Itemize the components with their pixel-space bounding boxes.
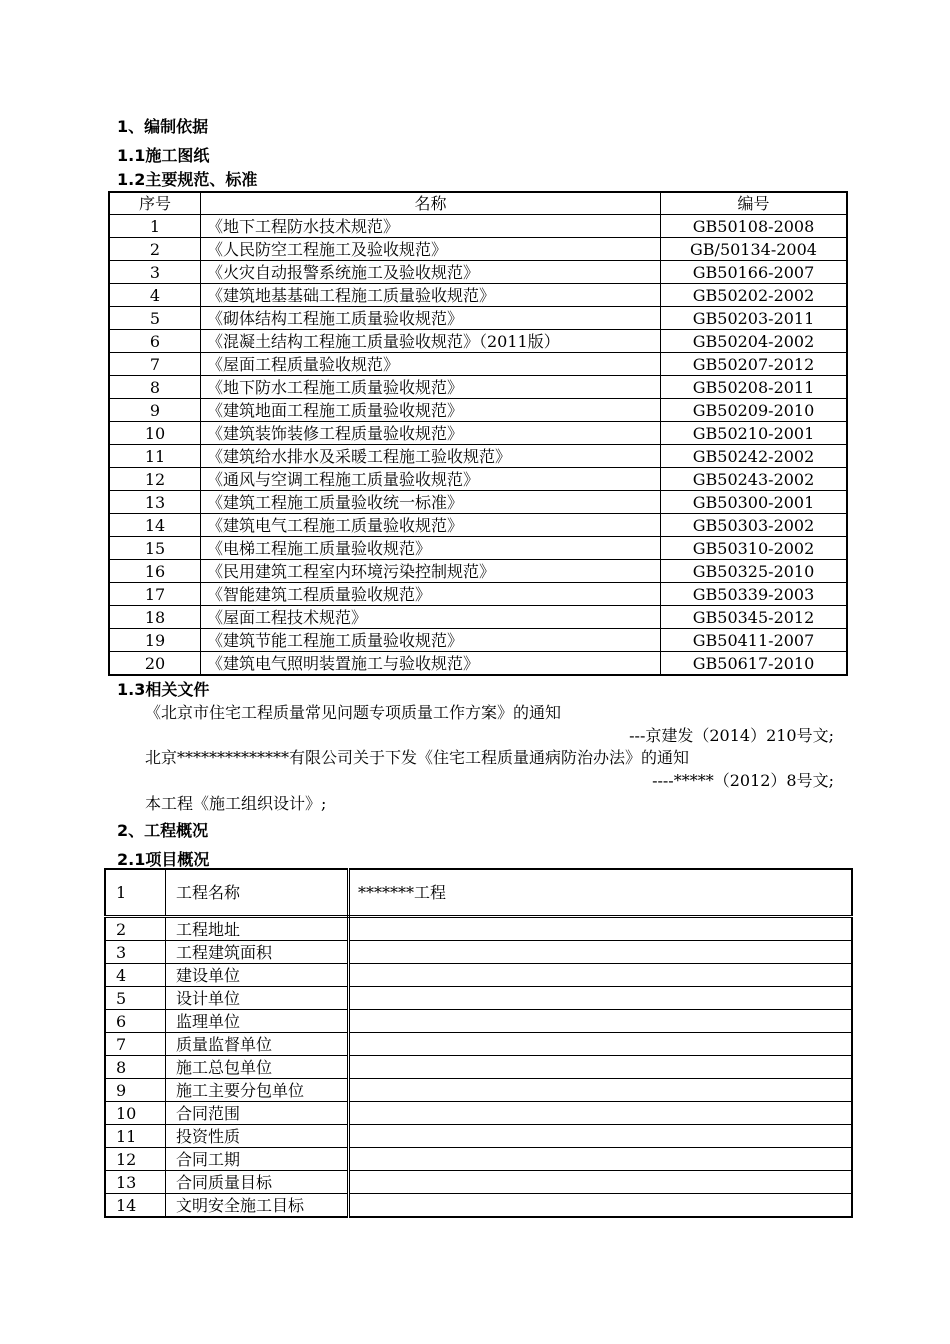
project-field-value (349, 1010, 853, 1033)
table-row (109, 629, 847, 652)
project-index-cell: 12 (105, 1148, 166, 1171)
subsection-2-1-title: 2.1项目概况 (117, 850, 210, 869)
standard-code-cell: GB50166-2007 (661, 261, 848, 284)
table-row (109, 468, 847, 491)
standard-index-cell: 19 (109, 629, 201, 652)
standard-code-cell: GB50204-2002 (661, 330, 848, 353)
table-row (109, 399, 847, 422)
table-row (109, 422, 847, 445)
standard-index-cell: 15 (109, 537, 201, 560)
standard-name-cell: 《电梯工程施工质量验收规范》 (201, 537, 661, 560)
project-field-label: 合同工期 (166, 1148, 349, 1171)
related-doc-2: 北京**************有限公司关于下发《住宅工程质量通病防治办法》的通知 (145, 748, 690, 767)
table-row (109, 376, 847, 399)
related-doc-2-ref: ----*****（2012）8号文; (652, 771, 834, 790)
table-row (105, 1171, 852, 1194)
project-field-label: 文明安全施工目标 (166, 1194, 349, 1218)
standards-table (108, 191, 848, 676)
standard-code-cell: GB50617-2010 (661, 652, 848, 676)
table-row (109, 238, 847, 261)
standard-code-cell: GB50202-2002 (661, 284, 848, 307)
standard-code-cell: GB50345-2012 (661, 606, 848, 629)
standard-code-cell: GB50310-2002 (661, 537, 848, 560)
standard-code-cell: GB50243-2002 (661, 468, 848, 491)
project-index-cell: 8 (105, 1056, 166, 1079)
standard-name-cell: 《砌体结构工程施工质量验收规范》 (201, 307, 661, 330)
standard-index-cell: 20 (109, 652, 201, 676)
standard-index-cell: 1 (109, 215, 201, 238)
subsection-1-2-title: 1.2主要规范、标准 (117, 170, 258, 189)
standard-name-cell: 《人民防空工程施工及验收规范》 (201, 238, 661, 261)
column-header-index: 序号 (109, 192, 201, 215)
standard-code-cell: GB50108-2008 (661, 215, 848, 238)
table-row (109, 445, 847, 468)
table-row (105, 917, 852, 941)
standard-index-cell: 2 (109, 238, 201, 261)
table-row (109, 606, 847, 629)
standard-name-cell: 《通风与空调工程施工质量验收规范》 (201, 468, 661, 491)
table-row (109, 560, 847, 583)
standard-name-cell: 《建筑电气工程施工质量验收规范》 (201, 514, 661, 537)
project-index-cell: 13 (105, 1171, 166, 1194)
table-row (105, 987, 852, 1010)
table-row (105, 1125, 852, 1148)
project-field-value (349, 917, 853, 941)
project-field-value (349, 1148, 853, 1171)
table-row (105, 1056, 852, 1079)
table-row (105, 869, 852, 917)
project-field-value (349, 1171, 853, 1194)
project-field-label: 施工总包单位 (166, 1056, 349, 1079)
table-row (109, 652, 847, 676)
standard-name-cell: 《建筑工程施工质量验收统一标准》 (201, 491, 661, 514)
standard-index-cell: 18 (109, 606, 201, 629)
project-index-cell: 9 (105, 1079, 166, 1102)
table-row (109, 583, 847, 606)
standard-code-cell: GB50207-2012 (661, 353, 848, 376)
standard-index-cell: 4 (109, 284, 201, 307)
standard-index-cell: 5 (109, 307, 201, 330)
project-index-cell: 6 (105, 1010, 166, 1033)
project-index-cell: 10 (105, 1102, 166, 1125)
column-header-code: 编号 (661, 192, 848, 215)
related-doc-1-ref: ---京建发（2014）210号文; (629, 726, 834, 745)
project-field-label: 监理单位 (166, 1010, 349, 1033)
project-field-value (349, 941, 853, 964)
standard-index-cell: 17 (109, 583, 201, 606)
table-row (105, 1033, 852, 1056)
standard-index-cell: 8 (109, 376, 201, 399)
table-row (105, 1010, 852, 1033)
project-field-value (349, 1194, 853, 1218)
standard-name-cell: 《智能建筑工程质量验收规范》 (201, 583, 661, 606)
project-index-cell: 14 (105, 1194, 166, 1218)
project-index-cell: 3 (105, 941, 166, 964)
standard-code-cell: GB50325-2010 (661, 560, 848, 583)
table-row (105, 964, 852, 987)
table-row (105, 1102, 852, 1125)
section-1-title: 1、编制依据 (117, 117, 209, 136)
project-field-label: 投资性质 (166, 1125, 349, 1148)
standard-name-cell: 《混凝土结构工程施工质量验收规范》（2011版） (201, 330, 661, 353)
related-doc-3: 本工程《施工组织设计》; (145, 794, 327, 813)
project-field-label: 工程建筑面积 (166, 941, 349, 964)
standard-code-cell: GB50208-2011 (661, 376, 848, 399)
table-row (105, 1148, 852, 1171)
project-field-value (349, 987, 853, 1010)
standard-name-cell: 《建筑给水排水及采暖工程施工验收规范》 (201, 445, 661, 468)
standard-name-cell: 《屋面工程技术规范》 (201, 606, 661, 629)
project-index-cell: 4 (105, 964, 166, 987)
table-row (105, 1079, 852, 1102)
project-field-value (349, 964, 853, 987)
project-field-label: 质量监督单位 (166, 1033, 349, 1056)
project-field-label: 工程地址 (166, 917, 349, 941)
standard-code-cell: GB50210-2001 (661, 422, 848, 445)
table-row (109, 215, 847, 238)
subsection-1-3-title: 1.3相关文件 (117, 680, 210, 699)
project-field-label: 施工主要分包单位 (166, 1079, 349, 1102)
standard-name-cell: 《地下防水工程施工质量验收规范》 (201, 376, 661, 399)
project-field-value (349, 1102, 853, 1125)
table-row (109, 330, 847, 353)
standard-code-cell: GB50411-2007 (661, 629, 848, 652)
standard-index-cell: 14 (109, 514, 201, 537)
standard-code-cell: GB50300-2001 (661, 491, 848, 514)
table-row (105, 1194, 852, 1218)
standard-index-cell: 6 (109, 330, 201, 353)
project-index-cell: 1 (105, 869, 166, 917)
table-row (109, 353, 847, 376)
subsection-1-1-title: 1.1施工图纸 (117, 146, 210, 165)
standard-index-cell: 13 (109, 491, 201, 514)
standard-name-cell: 《屋面工程质量验收规范》 (201, 353, 661, 376)
project-field-label: 合同质量目标 (166, 1171, 349, 1194)
project-field-value (349, 1079, 853, 1102)
standard-name-cell: 《建筑地面工程施工质量验收规范》 (201, 399, 661, 422)
standard-index-cell: 3 (109, 261, 201, 284)
section-2-title: 2、工程概况 (117, 821, 209, 840)
standard-code-cell: GB/50134-2004 (661, 238, 848, 261)
project-overview-table (104, 868, 853, 1218)
table-row (109, 514, 847, 537)
project-field-value (349, 1033, 853, 1056)
standard-code-cell: GB50209-2010 (661, 399, 848, 422)
project-index-cell: 7 (105, 1033, 166, 1056)
standard-index-cell: 7 (109, 353, 201, 376)
standard-name-cell: 《火灾自动报警系统施工及验收规范》 (201, 261, 661, 284)
standard-code-cell: GB50242-2002 (661, 445, 848, 468)
table-header-row (109, 192, 847, 215)
project-field-label: 设计单位 (166, 987, 349, 1010)
project-field-value: *******工程 (349, 869, 853, 917)
table-row (109, 537, 847, 560)
table-row (105, 941, 852, 964)
column-header-name: 名称 (201, 192, 661, 215)
standard-index-cell: 12 (109, 468, 201, 491)
standard-name-cell: 《地下工程防水技术规范》 (201, 215, 661, 238)
standard-code-cell: GB50303-2002 (661, 514, 848, 537)
project-field-value (349, 1056, 853, 1079)
table-row (109, 261, 847, 284)
project-field-value (349, 1125, 853, 1148)
standard-index-cell: 11 (109, 445, 201, 468)
standard-name-cell: 《建筑地基基础工程施工质量验收规范》 (201, 284, 661, 307)
standard-index-cell: 10 (109, 422, 201, 445)
standard-name-cell: 《民用建筑工程室内环境污染控制规范》 (201, 560, 661, 583)
related-doc-1: 《北京市住宅工程质量常见问题专项质量工作方案》的通知 (145, 703, 562, 722)
standard-name-cell: 《建筑装饰装修工程质量验收规范》 (201, 422, 661, 445)
table-row (109, 491, 847, 514)
project-field-label: 工程名称 (166, 869, 349, 917)
project-index-cell: 2 (105, 917, 166, 941)
standard-code-cell: GB50339-2003 (661, 583, 848, 606)
standard-code-cell: GB50203-2011 (661, 307, 848, 330)
standard-name-cell: 《建筑电气照明装置施工与验收规范》 (201, 652, 661, 676)
standard-index-cell: 16 (109, 560, 201, 583)
project-field-label: 合同范围 (166, 1102, 349, 1125)
standard-index-cell: 9 (109, 399, 201, 422)
project-field-label: 建设单位 (166, 964, 349, 987)
standard-name-cell: 《建筑节能工程施工质量验收规范》 (201, 629, 661, 652)
table-row (109, 284, 847, 307)
project-index-cell: 5 (105, 987, 166, 1010)
project-index-cell: 11 (105, 1125, 166, 1148)
table-row (109, 307, 847, 330)
